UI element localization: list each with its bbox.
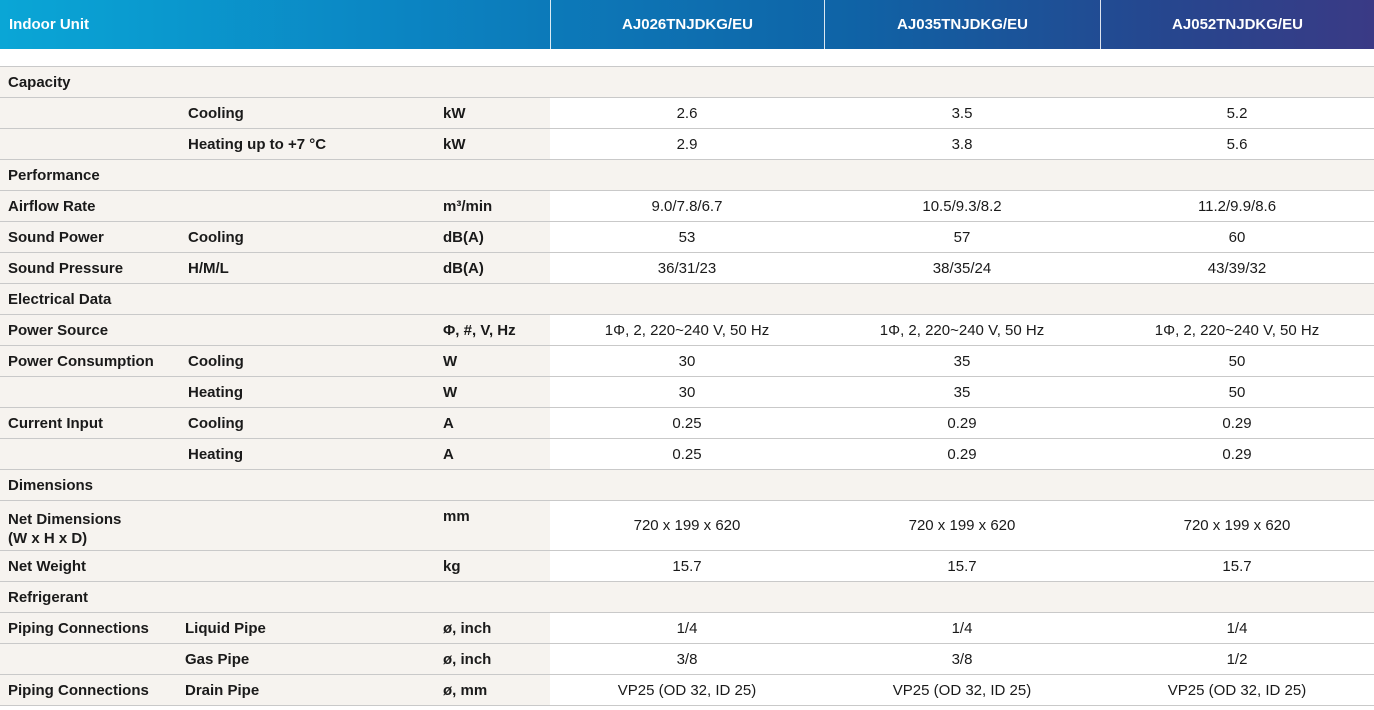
row-sublabel: Gas Pipe	[175, 644, 435, 674]
table-row	[0, 408, 1374, 439]
row-label: Piping Connections	[0, 675, 175, 705]
value-cell: 50	[1100, 377, 1374, 407]
value-cell: 0.29	[824, 408, 1100, 438]
table-header	[0, 0, 1374, 49]
row-label: Power Consumption	[0, 346, 175, 376]
row-label-line-1: Net Dimensions	[8, 511, 122, 528]
value-cell: VP25 (OD 32, ID 25)	[1100, 675, 1374, 705]
value-cell: 1/4	[550, 613, 824, 643]
table-row	[0, 644, 1374, 675]
row-label: Current Input	[0, 408, 175, 438]
section-row	[0, 582, 1374, 613]
row-label: Piping Connections	[0, 613, 175, 643]
value-cell: 15.7	[824, 551, 1100, 581]
table-row	[0, 377, 1374, 408]
model-column-1: AJ026TNJDKG/EU	[550, 0, 824, 49]
row-label	[0, 98, 175, 128]
table-row	[0, 501, 1374, 551]
row-sublabel: Heating up to +7 °C	[175, 129, 435, 159]
value-cell: 15.7	[1100, 551, 1374, 581]
value-cell: 3.5	[824, 98, 1100, 128]
section-label: Refrigerant	[0, 582, 1374, 612]
value-cell: 57	[824, 222, 1100, 252]
row-label: Power Source	[0, 315, 175, 345]
value-cell: 30	[550, 346, 824, 376]
header-label: Indoor Unit	[9, 16, 89, 33]
row-sublabel: Cooling	[175, 222, 435, 252]
row-unit: mm	[435, 501, 550, 550]
value-cell: 0.29	[824, 439, 1100, 469]
row-label: Sound Power	[0, 222, 175, 252]
value-cell: 35	[824, 377, 1100, 407]
table-row	[0, 551, 1374, 582]
model-column-3: AJ052TNJDKG/EU	[1100, 0, 1374, 49]
table-row	[0, 439, 1374, 470]
row-label	[0, 644, 175, 674]
value-cell: 1Φ, 2, 220~240 V, 50 Hz	[550, 315, 824, 345]
value-cell: 720 x 199 x 620	[824, 501, 1100, 550]
section-label: Performance	[0, 160, 1374, 190]
section-label: Capacity	[0, 67, 1374, 97]
table-row	[0, 675, 1374, 706]
value-cell: 35	[824, 346, 1100, 376]
row-sublabel: Heating	[175, 439, 435, 469]
value-cell: 50	[1100, 346, 1374, 376]
row-unit: ø, inch	[435, 644, 550, 674]
table-row	[0, 129, 1374, 160]
table-row	[0, 613, 1374, 644]
row-sublabel	[175, 315, 435, 345]
row-unit: kW	[435, 129, 550, 159]
row-sublabel	[175, 191, 435, 221]
table-row	[0, 191, 1374, 222]
value-cell: 1/2	[1100, 644, 1374, 674]
value-cell: 1/4	[1100, 613, 1374, 643]
row-label	[0, 377, 175, 407]
value-cell: 0.25	[550, 439, 824, 469]
value-cell: 1Φ, 2, 220~240 V, 50 Hz	[1100, 315, 1374, 345]
row-label: Sound Pressure	[0, 253, 175, 283]
value-cell: 36/31/23	[550, 253, 824, 283]
row-label	[0, 501, 175, 550]
row-sublabel: Liquid Pipe	[175, 613, 435, 643]
value-cell: 2.9	[550, 129, 824, 159]
section-row	[0, 160, 1374, 191]
table-row	[0, 98, 1374, 129]
value-cell: 0.25	[550, 408, 824, 438]
row-unit: m³/min	[435, 191, 550, 221]
row-sublabel: Cooling	[175, 98, 435, 128]
row-sublabel: Drain Pipe	[175, 675, 435, 705]
row-unit: W	[435, 346, 550, 376]
section-row	[0, 284, 1374, 315]
row-unit: A	[435, 408, 550, 438]
value-cell: 5.2	[1100, 98, 1374, 128]
value-cell: 720 x 199 x 620	[550, 501, 824, 550]
row-unit: Φ, #, V, Hz	[435, 315, 550, 345]
table-row	[0, 346, 1374, 377]
table-row	[0, 315, 1374, 346]
row-label-line-2: (W x H x D)	[8, 530, 88, 547]
value-cell: 30	[550, 377, 824, 407]
value-cell: 10.5/9.3/8.2	[824, 191, 1100, 221]
row-sublabel: Cooling	[175, 346, 435, 376]
row-sublabel	[175, 551, 435, 581]
value-cell: 11.2/9.9/8.6	[1100, 191, 1374, 221]
row-unit: dB(A)	[435, 253, 550, 283]
value-cell: 9.0/7.8/6.7	[550, 191, 824, 221]
row-unit: ø, mm	[435, 675, 550, 705]
section-row	[0, 470, 1374, 501]
row-unit: kW	[435, 98, 550, 128]
row-unit: W	[435, 377, 550, 407]
model-column-2: AJ035TNJDKG/EU	[824, 0, 1100, 49]
value-cell: 43/39/32	[1100, 253, 1374, 283]
row-sublabel: H/M/L	[175, 253, 435, 283]
value-cell: 0.29	[1100, 408, 1374, 438]
row-sublabel: Heating	[175, 377, 435, 407]
row-sublabel	[175, 501, 435, 550]
row-unit: kg	[435, 551, 550, 581]
value-cell: 3/8	[824, 644, 1100, 674]
value-cell: 3.8	[824, 129, 1100, 159]
value-cell: 2.6	[550, 98, 824, 128]
value-cell: 53	[550, 222, 824, 252]
row-unit: A	[435, 439, 550, 469]
section-label: Electrical Data	[0, 284, 1374, 314]
header-spacer	[0, 49, 1374, 67]
value-cell: VP25 (OD 32, ID 25)	[824, 675, 1100, 705]
value-cell: 0.29	[1100, 439, 1374, 469]
section-row	[0, 67, 1374, 98]
value-cell: 720 x 199 x 620	[1100, 501, 1374, 550]
table-row	[0, 253, 1374, 284]
row-label	[0, 439, 175, 469]
table-row	[0, 222, 1374, 253]
value-cell: 60	[1100, 222, 1374, 252]
row-label: Airflow Rate	[0, 191, 175, 221]
value-cell: 1Φ, 2, 220~240 V, 50 Hz	[824, 315, 1100, 345]
value-cell: VP25 (OD 32, ID 25)	[550, 675, 824, 705]
value-cell: 1/4	[824, 613, 1100, 643]
value-cell: 3/8	[550, 644, 824, 674]
value-cell: 38/35/24	[824, 253, 1100, 283]
row-sublabel: Cooling	[175, 408, 435, 438]
row-label: Net Weight	[0, 551, 175, 581]
value-cell: 15.7	[550, 551, 824, 581]
row-label	[0, 129, 175, 159]
row-unit: dB(A)	[435, 222, 550, 252]
row-unit: ø, inch	[435, 613, 550, 643]
value-cell: 5.6	[1100, 129, 1374, 159]
section-label: Dimensions	[0, 470, 1374, 500]
